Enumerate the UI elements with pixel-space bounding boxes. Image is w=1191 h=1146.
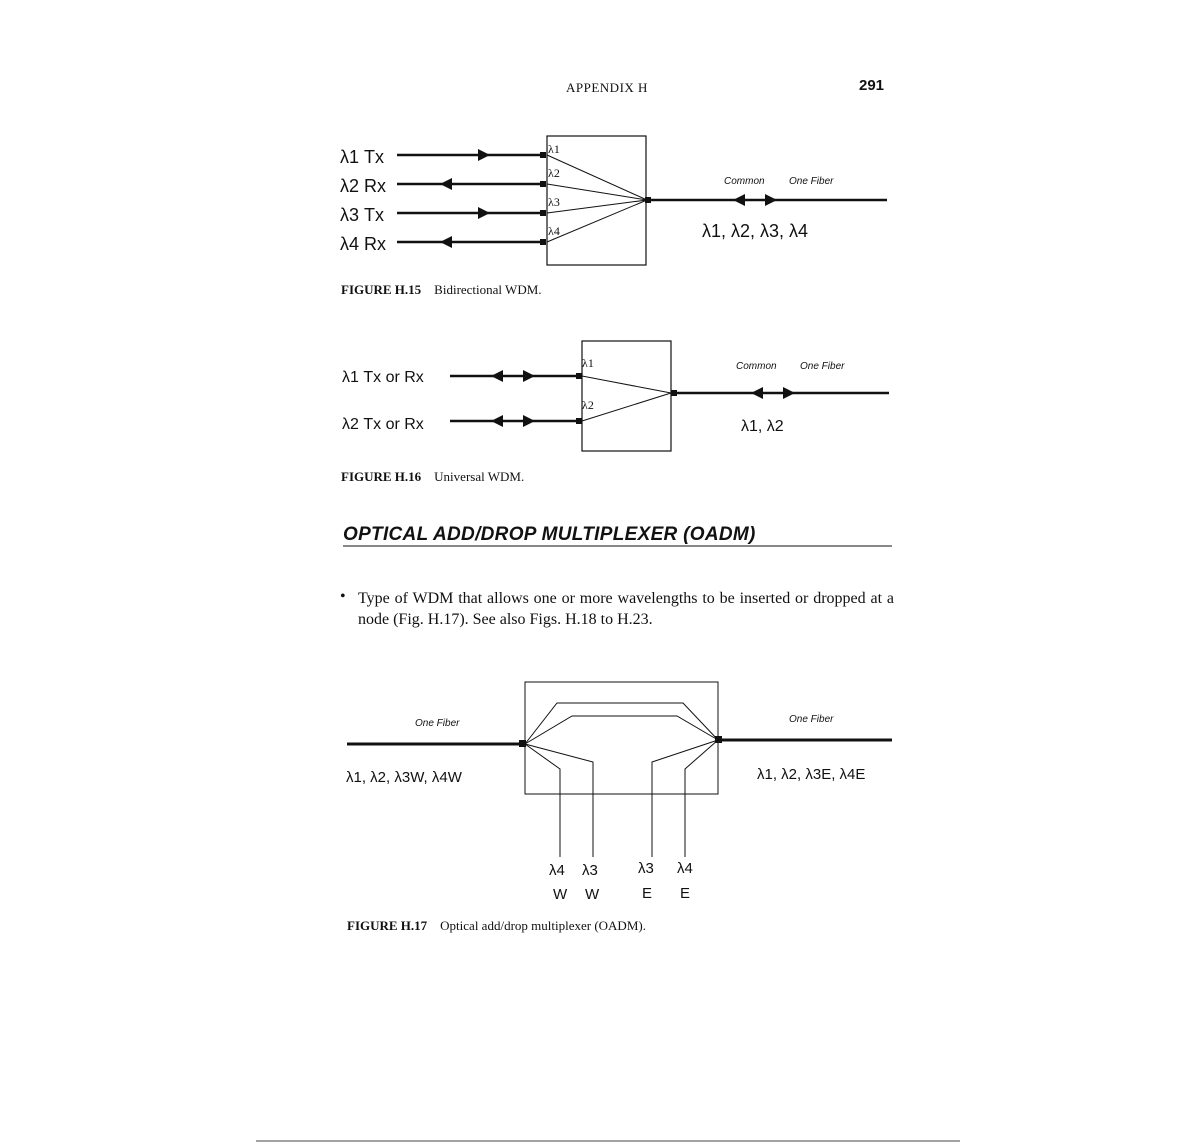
arrow-left-icon xyxy=(733,194,745,206)
port-square xyxy=(645,197,651,203)
fiber-label: One Fiber xyxy=(789,714,834,725)
east-signal-label: λ1, λ2, λ3E, λ4E xyxy=(757,766,866,783)
arrow-right-icon xyxy=(783,387,795,399)
caption-label: FIGURE H.17 xyxy=(347,918,428,933)
caption-text: Bidirectional WDM. xyxy=(434,282,542,297)
input-label: λ1 Tx xyxy=(340,147,385,167)
port-square xyxy=(671,390,677,396)
drop-wavelength: λ3 xyxy=(582,862,598,879)
bullet-text: Type of WDM that allows one or more wavelengths to be inserted or dropped at a node (Fig. H.17). See also Figs. H.18 to H.23. xyxy=(358,590,894,628)
drop-wavelength: λ4 xyxy=(677,860,693,877)
arrow-right-icon xyxy=(478,149,490,161)
port-label: λ1 xyxy=(582,356,594,370)
page-number: 291 xyxy=(859,77,885,94)
figure-h15-caption xyxy=(341,281,542,299)
wdm-box xyxy=(547,136,646,265)
figure-h16-caption xyxy=(341,468,524,486)
port-square xyxy=(540,152,546,158)
port-square xyxy=(576,373,582,379)
arrow-right-icon xyxy=(523,370,535,382)
input-label: λ4 Rx xyxy=(340,234,387,254)
port-square xyxy=(540,239,546,245)
drop-side: W xyxy=(585,886,600,903)
port-label: λ1 xyxy=(548,142,560,156)
drop-side: E xyxy=(642,885,653,902)
arrow-left-icon xyxy=(440,236,452,248)
drop-wavelength: λ4 xyxy=(549,862,565,879)
through-path xyxy=(525,716,718,744)
running-header: APPENDIX H xyxy=(566,80,648,95)
wdm-box xyxy=(582,341,671,451)
caption-text: Universal WDM. xyxy=(434,469,525,484)
fiber-label: One Fiber xyxy=(415,718,460,729)
arrow-left-icon xyxy=(491,415,503,427)
fiber-label: One Fiber xyxy=(800,361,845,372)
drop-side: W xyxy=(553,886,568,903)
arrow-left-icon xyxy=(440,178,452,190)
port-square xyxy=(540,181,546,187)
fan-line xyxy=(547,184,647,200)
input-label: λ1 Tx or Rx xyxy=(342,369,424,386)
port-square xyxy=(540,210,546,216)
section-heading: OPTICAL ADD/DROP MULTIPLEXER (OADM) xyxy=(343,524,756,545)
drop-path-west xyxy=(525,744,593,857)
common-label: Common xyxy=(736,361,777,372)
fan-line xyxy=(547,155,647,200)
output-label: λ1, λ2, λ3, λ4 xyxy=(702,221,809,241)
bullet-icon: • xyxy=(340,588,346,605)
drop-path-west xyxy=(525,744,560,857)
port-label: λ3 xyxy=(548,195,560,209)
drop-wavelength: λ3 xyxy=(638,860,654,877)
port-square xyxy=(576,418,582,424)
arrow-right-icon xyxy=(765,194,777,206)
input-label: λ2 Rx xyxy=(340,176,387,196)
west-signal-label: λ1, λ2, λ3W, λ4W xyxy=(346,769,462,786)
figure-h17-caption xyxy=(347,917,646,935)
port-label: λ2 xyxy=(582,398,594,412)
common-label: Common xyxy=(724,176,765,187)
caption-label: FIGURE H.15 xyxy=(341,282,422,297)
figure-h17-diagram xyxy=(346,682,892,903)
figure-h15-diagram xyxy=(340,136,887,265)
input-label: λ2 Tx or Rx xyxy=(342,416,424,433)
output-label: λ1, λ2 xyxy=(741,418,784,435)
drop-side: E xyxy=(680,885,691,902)
fan-line xyxy=(582,376,671,393)
fan-line xyxy=(582,393,671,421)
caption-label: FIGURE H.16 xyxy=(341,469,422,484)
input-label: λ3 Tx xyxy=(340,205,385,225)
drop-path-east xyxy=(685,740,718,857)
arrow-right-icon xyxy=(478,207,490,219)
arrow-left-icon xyxy=(751,387,763,399)
arrow-left-icon xyxy=(491,370,503,382)
arrow-right-icon xyxy=(523,415,535,427)
figure-h16-diagram xyxy=(342,341,889,451)
caption-text: Optical add/drop multiplexer (OADM). xyxy=(440,918,646,933)
oadm-box xyxy=(525,682,718,794)
fiber-label: One Fiber xyxy=(789,176,834,187)
port-label: λ2 xyxy=(548,166,560,180)
port-label: λ4 xyxy=(548,224,560,238)
